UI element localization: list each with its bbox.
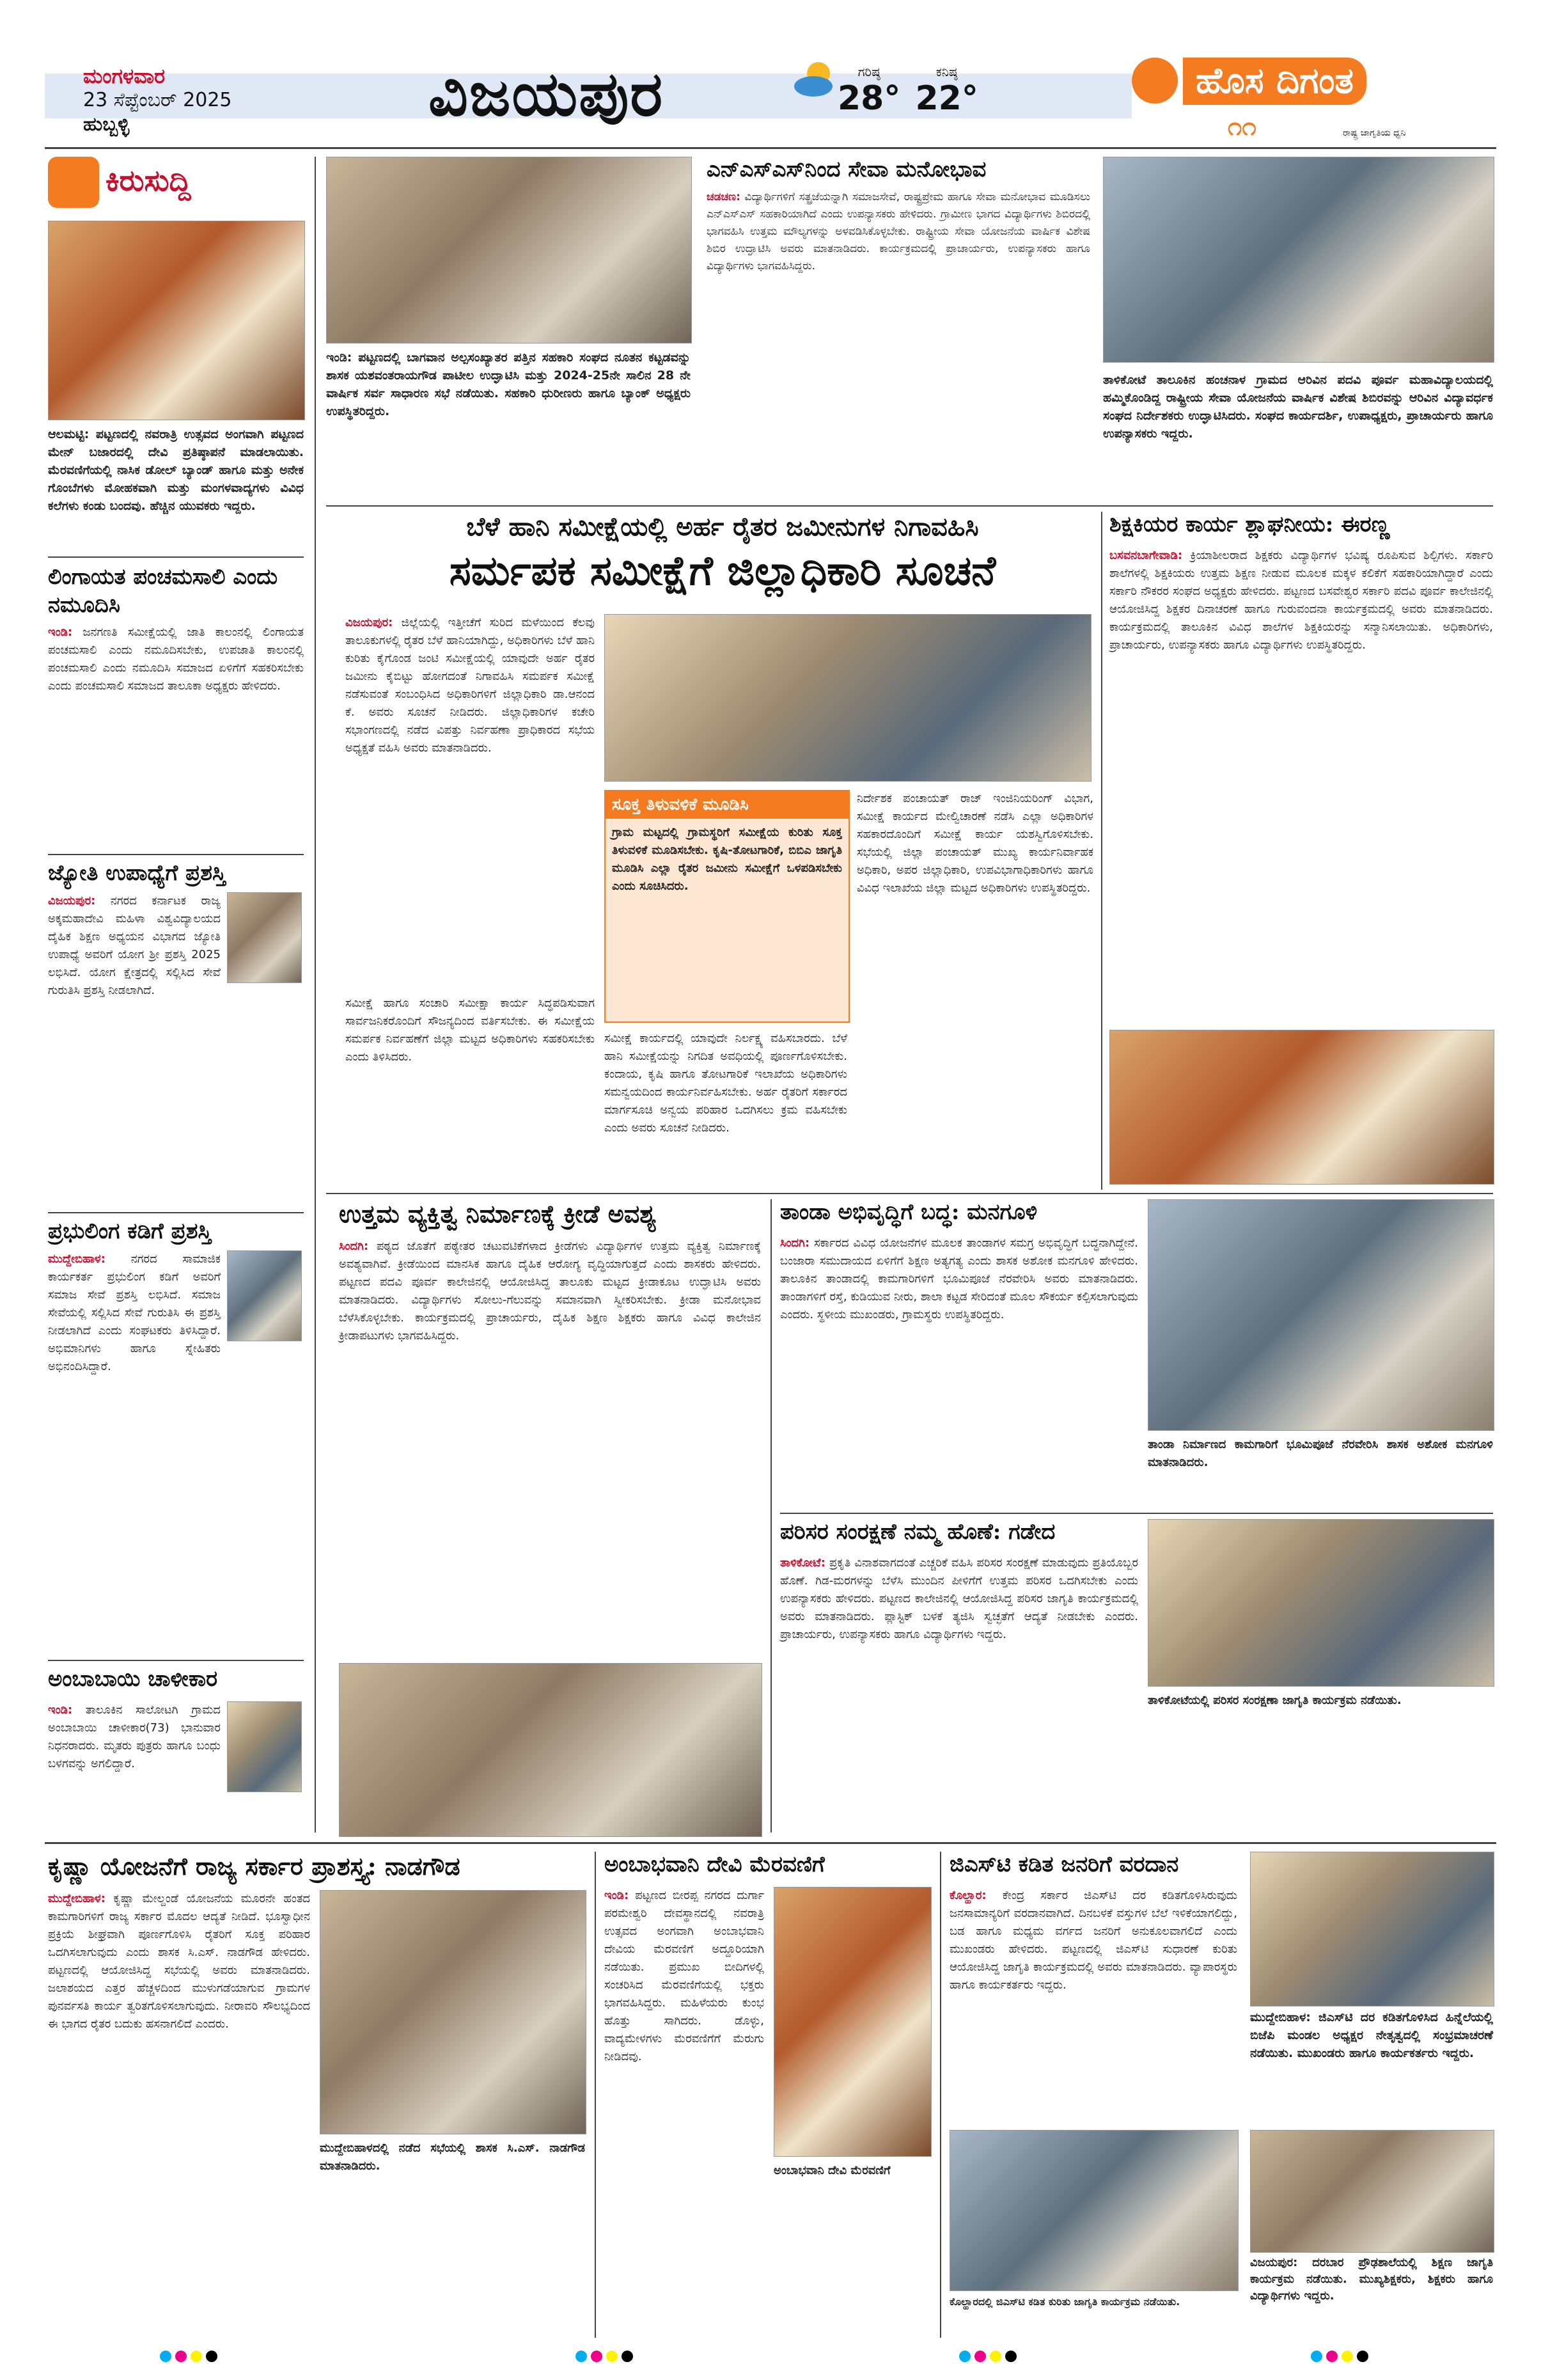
right-bottom-photo-2 — [1250, 2130, 1494, 2253]
tanda-photo — [1148, 1199, 1494, 1431]
ambabhavani-photo — [774, 1887, 932, 2157]
divider — [326, 1193, 1493, 1194]
headline-env: ಪರಿಸರ ಸಂರಕ್ಷಣೆ ನಮ್ಮ ಹೊಣೆ: ಗಡೇದ — [780, 1519, 1056, 1545]
portrait-photo — [227, 892, 302, 983]
date: 23 ಸೆಪ್ಟೆಂಬರ್ 2025 — [83, 89, 232, 111]
headline-prabhuling: ಪ್ರಭುಲಿಂಗ ಕಡಿಗೆ ಪ್ರಶಸ್ತಿ — [48, 1218, 212, 1244]
top-photo — [326, 157, 692, 343]
right-top-caption: ತಾಳಿಕೋಟೆ ತಾಲೂಕಿನ ಹಂಚನಾಳ ಗ್ರಾಮದ ಆರಿವಿನ ಪದವಿ ಪೂರ್ವ ಮಹಾವಿದ್ಯಾಲಯದಲ್ಲಿ ಹಮ್ಮಿಕೊಂಡಿದ್ದ ರಾಷ್ಟ್ರೀಯ ಸೇವಾ ಯೋಜನೆಯ ವಾರ್ಷಿಕ ವಿಶೇಷ ಶಿಬಿರವನ್ನು ಆರಿವಿನ ವಿದ್ಯಾವರ್ಧಕ ಸಂಘದ ನಿರ್ದೇಶಕರು ಉದ್ಘಾಟಿಸಿದರು. ಸಂಘದ ಕಾರ್ಯದರ್ಶಿ, ಉಪಾಧ್ಯಕ್ಷರು, ಪ್ರಾಚಾರ್ಯರು ಹಾಗೂ ಉಪನ್ಯಾಸಕರು ಇದ್ದರು. — [1103, 373, 1493, 441]
lead-kicker: ಬೆಳೆ ಹಾನಿ ಸಮೀಕ್ಷೆಯಲ್ಲಿ ಅರ್ಹ ರೈತರ ಜಮೀನುಗಳ ನಿಗಾವಹಿಸಿ — [466, 512, 979, 542]
story-text: ಕೇಂದ್ರ ಸರ್ಕಾರ ಜಿಎಸ್‌ಟಿ ದರ ಕಡಿತಗೊಳಿಸಿರುವುದು ಜನಸಾಮಾನ್ಯರಿಗೆ ವರದಾನವಾಗಿದೆ. ದಿನಬಳಕೆ ವಸ್ತುಗಳ ಬೆಲೆ ಇಳಿಕೆಯಾಗಲಿದ್ದು, ಬಡ ಹಾಗೂ ಮಧ್ಯಮ ವರ್ಗದ ಜನರಿಗೆ ಅನುಕೂಲವಾಗಲಿದೆ ಎಂದು ಮುಖಂಡರು ಹೇಳಿದರು. ಪಟ್ಟಣದಲ್ಲಿ ಜಿಎಸ್‌ಟಿ ಸುಧಾರಣೆ ಕುರಿತು ಆಯೋಜಿಸಿದ್ದ ಜಾಗೃತಿ ಕಾರ್ಯಕ್ರಮದಲ್ಲಿ ಅವರು ಮಾತನಾಡಿದರು. ವ್ಯಾಪಾರಸ್ಥರು ಹಾಗೂ ಕಾರ್ಯಕರ್ತರು ಇದ್ದರು. — [950, 1889, 1237, 1992]
registration-marks — [160, 2351, 221, 2365]
env-photo — [1148, 1519, 1494, 1687]
story-text: ನಗರದ ಸಾಮಾಜಿಕ ಕಾರ್ಯಕರ್ತ ಪ್ರಭುಲಿಂಗ ಕಡಿಗೆ ಅವರಿಗೆ ಸಮಾಜ ಸೇವೆ ಪ್ರಶಸ್ತಿ ಲಭಿಸಿದೆ. ಸಮಾಜ ಸೇವೆಯಲ್ಲಿ ಸಲ್ಲಿಸಿದ ಸೇವೆ ಗುರುತಿಸಿ ಈ ಪ್ರಶಸ್ತಿ ನೀಡಲಾಗಿದೆ ಎಂದು ಸಂಘಟಕರು ತಿಳಿಸಿದ್ದಾರೆ. ಅಭಿಮಾನಿಗಳು ಹಾಗೂ ಸ್ನೇಹಿತರು ಅಭಿನಂದಿಸಿದ್ದಾರೆ. — [48, 1252, 221, 1373]
krishna-caption: ಮುದ್ದೇಬಿಹಾಳದಲ್ಲಿ ನಡೆದ ಸಭೆಯಲ್ಲಿ ಶಾಸಕ ಸಿ.ಎಸ್. ನಾಡಗೌಡ ಮಾತನಾಡಿದರು. — [320, 2141, 585, 2173]
env-caption: ತಾಳಿಕೋಟೆಯಲ್ಲಿ ಪರಿಸರ ಸಂರಕ್ಷಣಾ ಜಾಗೃತಿ ಕಾರ್ಯಕ್ರಮ ನಡೆಯಿತು. — [1148, 1694, 1402, 1707]
story-text: ವಿದ್ಯಾರ್ಥಿಗಳಿಗೆ ಸತ್ಪ್ರಜೆಯನ್ನಾಗಿ ಸಮಾಜಸೇವೆ, ರಾಷ್ಟ್ರಪ್ರೇಮ ಹಾಗೂ ಸೇವಾ ಮನೋಭಾವ ಮೂಡಿಸಲು ಎನ್‌ಎಸ್‌ಎಸ್ ಸಹಕಾರಿಯಾಗಿದೆ ಎಂದು ಉಪನ್ಯಾಸಕರು ಹೇಳಿದರು. ಗ್ರಾಮೀಣ ಭಾಗದ ವಿದ್ಯಾರ್ಥಿಗಳು ಶಿಬಿರದಲ್ಲಿ ಭಾಗವಹಿಸಿ ಉತ್ತಮ ಮೌಲ್ಯಗಳನ್ನು ಅಳವಡಿಸಿಕೊಳ್ಳಬೇಕು. ರಾಷ್ಟ್ರೀಯ ಸೇವಾ ಯೋಜನೆಯ ವಾರ್ಷಿಕ ವಿಶೇಷ ಶಿಬಿರ ಉದ್ಘಾಟಿಸಿ ಅವರು ಮಾತನಾಡಿದರು. ಕಾರ್ಯಕ್ರಮದಲ್ಲಿ ಪ್ರಾಚಾರ್ಯರು, ಉಪನ್ಯಾಸಕರು ಹಾಗೂ ವಿದ್ಯಾರ್ಥಿಗಳು ಭಾಗವಹಿಸಿದ್ದರು. — [707, 191, 1090, 272]
divider — [48, 854, 304, 855]
min-label: ಕನಿಷ್ಠ — [935, 64, 958, 79]
headline-ambabhavani: ಅಂಬಾಭವಾನಿ ದೇವಿ ಮೆರವಣಿಗೆ — [604, 1852, 825, 1877]
dateline: ತಾಳಿಕೋಟೆ: — [780, 1556, 825, 1570]
dateline: ಬಸವನಬಾಗೇವಾಡಿ: — [1109, 549, 1183, 562]
story-krishna — [48, 1890, 310, 2033]
story-text: ಜಿಲ್ಲೆಯಲ್ಲಿ ಇತ್ತೀಚೆಗೆ ಸುರಿದ ಮಳೆಯಿಂದ ಕೆಲವು ತಾಲೂಕುಗಳಲ್ಲಿ ರೈತರ ಬೆಳೆ ಹಾನಿಯಾಗಿದ್ದು, ಅಧಿಕಾರಿಗಳು ಬೆಳೆ ಹಾನಿ ಕುರಿತು ಕೈಗೊಂಡ ಜಂಟಿ ಸಮೀಕ್ಷೆಯಲ್ಲಿ ಯಾವುದೇ ಅರ್ಹ ರೈತರ ಜಮೀನು ಕೈಬಿಟ್ಟು ಹೋಗದಂತೆ ನಿಗಾವಹಿಸಿ ಸಮರ್ಪಕ ಸಮೀಕ್ಷೆ ನಡೆಸುವಂತೆ ಸಂಬಂಧಿಸಿದ ಅಧಿಕಾರಿಗಳಿಗೆ ಜಿಲ್ಲಾಧಿಕಾರಿ ಡಾ.ಆನಂದ ಕೆ. ಅವರು ಸೂಚನೆ ನೀಡಿದರು. ಜಿಲ್ಲಾಧಿಕಾರಿಗಳ ಕಚೇರಿ ಸಭಾಂಗಣದಲ್ಲಿ ನಡೆದ ವಿಪತ್ತು ನಿರ್ವಹಣಾ ಪ್ರಾಧಿಕಾರದ ಸಭೆಯ ಅಧ್ಯಕ್ಷತೆ ವಹಿಸಿ ಅವರು ಮಾತನಾಡಿದರು. — [345, 616, 595, 755]
dateline: ಇಂಡಿ: — [604, 1889, 629, 1902]
ambabhavani-caption: ಅಂಬಾಭವಾನಿ ದೇವಿ ಮೆರವಣಿಗೆ — [774, 2164, 891, 2177]
max-temp: 28° — [838, 79, 901, 118]
divider — [48, 1212, 304, 1213]
temperature — [838, 64, 978, 118]
divider — [48, 556, 304, 558]
headline-sports: ಉತ್ತಮ ವ್ಯಕ್ತಿತ್ವ ನಿರ್ಮಾಣಕ್ಕೆ ಕ್ರೀಡೆ ಅವಶ್ಯ — [339, 1199, 657, 1228]
column-rule — [940, 1852, 941, 2338]
brand — [1132, 51, 1496, 147]
gst-photo — [950, 2130, 1239, 2291]
masthead-divider — [45, 147, 1496, 149]
lead-col-1b: ಸಮೀಕ್ಷೆ ಹಾಗೂ ಸಂಚಾರಿ ಸಮೀಕ್ಷಾ ಕಾರ್ಯ ಸಿದ್ಧಪಡಿಸುವಾಗ ಸಾರ್ವಜನಿಕರೊಂದಿಗೆ ಸೌಜನ್ಯದಿಂದ ವರ್ತಿಸಬೇಕು. ಈ ಸಮೀಕ್ಷೆಯ ಸಮರ್ಪಕ ನಿರ್ವಹಣೆಗೆ ಜಿಲ್ಲಾ ಮಟ್ಟದ ಅಧಿಕಾರಿಗಳು ಸಹಕರಿಸಬೇಕು ಎಂದು ತಿಳಿಸಿದರು. — [345, 997, 595, 1064]
dateline: ಸಿಂದಗಿ: — [339, 1240, 369, 1253]
divider — [48, 1660, 304, 1661]
brand-tagline: ರಾಷ್ಟ್ರ ಜಾಗೃತಿಯ ಧ್ವನಿ — [1343, 128, 1406, 138]
story-nss — [707, 189, 1090, 275]
headline-nss: ಎನ್‌ಎಸ್‌ಎಸ್‌ನಿಂದ ಸೇವಾ ಮನೋಭಾವ — [707, 157, 987, 182]
story-ambabhavani — [604, 1887, 764, 2066]
story-text: ಕೃಷ್ಣಾ ಮೇಲ್ದಂಡೆ ಯೋಜನೆಯ ಮೂರನೇ ಹಂತದ ಕಾಮಗಾರಿಗಳಿಗೆ ರಾಜ್ಯ ಸರ್ಕಾರ ಮೊದಲ ಆದ್ಯತೆ ನೀಡಿದೆ. ಭೂಸ್ವಾಧೀನ ಪ್ರಕ್ರಿಯೆ ಶೀಘ್ರವಾಗಿ ಪೂರ್ಣಗೊಳಿಸಿ ರೈತರಿಗೆ ಸೂಕ್ತ ಪರಿಹಾರ ಒದಗಿಸಲಾಗುವುದು ಎಂದು ಶಾಸಕ ಸಿ.ಎಸ್. ನಾಡಗೌಡ ಹೇಳಿದರು. ಪಟ್ಟಣದಲ್ಲಿ ಆಯೋಜಿಸಿದ್ದ ಸಭೆಯಲ್ಲಿ ಅವರು ಮಾತನಾಡಿದರು. ಜಲಾಶಯದ ಎತ್ತರ ಹೆಚ್ಚಳದಿಂದ ಮುಳುಗಡೆಯಾಗುವ ಗ್ರಾಮಗಳ ಪುನರ್ವಸತಿ ಕಾರ್ಯ ತ್ವರಿತಗೊಳಿಸಲಾಗುವುದು. ನೀರಾವರಿ ಸೌಲಭ್ಯದಿಂದ ಈ ಭಾಗದ ರೈತರ ಬದುಕು ಹಸನಾಗಲಿದೆ ಎಂದರು. — [48, 1892, 310, 2031]
story-gst — [950, 1887, 1237, 1994]
divider — [780, 1513, 1493, 1514]
story-text: ಜನಗಣತಿ ಸಮೀಕ್ಷೆಯಲ್ಲಿ ಜಾತಿ ಕಾಲಂನಲ್ಲಿ ಲಿಂಗಾಯತ ಪಂಚಮಸಾಲಿ ಎಂದು ನಮೂದಿಸಬೇಕು, ಉಪಜಾತಿ ಕಾಲಂನಲ್ಲಿ ಪಂಚಮಸಾಲಿ ಎಂದು ನಮೂದಿಸಿ ಸಮಾಜದ ಏಳಿಗೆಗೆ ಸಹಕರಿಸಬೇಕು ಎಂದು ಪಂಚಮಸಾಲಿ ಸಮಾಜದ ತಾಲೂಕಾ ಅಧ್ಯಕ್ಷರು ಹೇಳಿದರು. — [48, 626, 304, 693]
inset-title: ಸೂಕ್ತ ತಿಳುವಳಿಕೆ ಮೂಡಿಸಿ — [606, 791, 849, 819]
krishna-photo — [320, 1890, 586, 2134]
portrait-photo — [227, 1701, 302, 1792]
tanda-caption: ತಾಂಡಾ ನಿರ್ಮಾಣದ ಕಾಮಗಾರಿಗೆ ಭೂಮಿಪೂಜೆ ನೆರವೇರಿಸಿ ಶಾಸಕ ಅಶೋಕ ಮನಗೂಳಿ ಮಾತನಾಡಿದರು. — [1148, 1438, 1493, 1469]
story-text: ಪಟ್ಟಣದ ಬೀರಪ್ಪ ನಗರದ ದುರ್ಗಾ ಪರಮೇಶ್ವರಿ ದೇವಸ್ಥಾನದಲ್ಲಿ ನವರಾತ್ರಿ ಉತ್ಸವದ ಅಂಗವಾಗಿ ಅಂಬಾಭವಾನಿ ದೇವಿಯ ಮೆರವಣಿಗೆ ಅದ್ದೂರಿಯಾಗಿ ನಡೆಯಿತು. ಪ್ರಮುಖ ಬೀದಿಗಳಲ್ಲಿ ಸಂಚರಿಸಿದ ಮೆರವಣಿಗೆಯಲ್ಲಿ ಭಕ್ತರು ಭಾಗವಹಿಸಿದ್ದರು. ಮಹಿಳೆಯರು ಕುಂಭ ಹೊತ್ತು ಸಾಗಿದರು. ಡೊಳ್ಳು, ವಾದ್ಯಮೇಳಗಳು ಮೆರವಣಿಗೆಗೆ ಮೆರುಗು ನೀಡಿದವು. — [604, 1889, 764, 2063]
registration-marks — [575, 2351, 637, 2365]
kirusuddi-icon — [48, 157, 99, 208]
story-text: ಪ್ರಕೃತಿ ವಿನಾಶವಾಗದಂತೆ ಎಚ್ಚರಿಕೆ ವಹಿಸಿ ಪರಿಸರ ಸಂರಕ್ಷಣೆ ಮಾಡುವುದು ಪ್ರತಿಯೊಬ್ಬರ ಹೊಣೆ. ಗಿಡ-ಮರಗಳನ್ನು ಬೆಳೆಸಿ ಮುಂದಿನ ಪೀಳಿಗೆಗೆ ಉತ್ತಮ ಪರಿಸರ ಒದಗಿಸಬೇಕು ಎಂದು ಉಪನ್ಯಾಸಕರು ಹೇಳಿದರು. ಪಟ್ಟಣದ ಕಾಲೇಜಿನಲ್ಲಿ ಆಯೋಜಿಸಿದ್ದ ಪರಿಸರ ಜಾಗೃತಿ ಕಾರ್ಯಕ್ರಮದಲ್ಲಿ ಅವರು ಮಾತನಾಡಿದರು. ಪ್ಲಾಸ್ಟಿಕ್ ಬಳಕೆ ತ್ಯಜಿಸಿ ಸ್ವಚ್ಛತೆಗೆ ಆದ್ಯತೆ ನೀಡಬೇಕು ಎಂದರು. ಪ್ರಾಚಾರ್ಯರು, ಉಪನ್ಯಾಸಕರು ಹಾಗೂ ವಿದ್ಯಾರ್ಥಿಗಳು ಇದ್ದರು. — [780, 1556, 1138, 1641]
column-rule — [595, 1852, 596, 2338]
story-tanda — [780, 1234, 1138, 1324]
dateline: ಮುದ್ದೇಬಿಹಾಳ: — [48, 1252, 106, 1266]
teachers-photo — [1109, 1030, 1494, 1185]
masthead — [45, 51, 1496, 147]
headline-gst: ಜಿಎಸ್‌ಟಿ ಕಡಿತ ಜನರಿಗೆ ವರದಾನ — [950, 1852, 1179, 1877]
gst-caption: ಕೊಲ್ಹಾರದಲ್ಲಿ ಜಿಎಸ್‌ಟಿ ಕಡಿತ ಕುರಿತು ಜಾಗೃತಿ ಕಾರ್ಯಕ್ರಮ ನಡೆಯಿತು. — [950, 2296, 1180, 2308]
story-text: ಸರ್ಕಾರದ ವಿವಿಧ ಯೋಜನೆಗಳ ಮೂಲಕ ತಾಂಡಾಗಳ ಸಮಗ್ರ ಅಭಿವೃದ್ಧಿಗೆ ಬದ್ಧನಾಗಿದ್ದೇನೆ. ಬಂಜಾರಾ ಸಮುದಾಯದ ಏಳಿಗೆಗೆ ಶಿಕ್ಷಣ ಅತ್ಯಗತ್ಯ ಎಂದು ಶಾಸಕ ಅಶೋಕ ಮನಗೂಳಿ ಹೇಳಿದರು. ತಾಲೂಕಿನ ತಾಂಡಾದಲ್ಲಿ ಕಾಮಗಾರಿಗಳಿಗೆ ಭೂಮಿಪೂಜೆ ನೆರವೇರಿಸಿ ಅವರು ಮಾತನಾಡಿದರು. ತಾಂಡಾಗಳಿಗೆ ರಸ್ತೆ, ಕುಡಿಯುವ ನೀರು, ಶಾಲಾ ಕಟ್ಟಡ ಸೇರಿದಂತೆ ಮೂಲ ಸೌಕರ್ಯ ಕಲ್ಪಿಸಲಾಗುವುದು ಎಂದರು. ಸ್ಥಳೀಯ ಮುಖಂಡರು, ಗ್ರಾಮಸ್ಥರು ಉಪಸ್ಥಿತರಿದ್ದರು. — [780, 1236, 1138, 1321]
kirusuddi-caption: ಆಲಮಟ್ಟಿ: ಪಟ್ಟಣದಲ್ಲಿ ನವರಾತ್ರಿ ಉತ್ಸವದ ಅಂಗವಾಗಿ ಪಟ್ಟಣದ ಮೇನ್ ಬಜಾರದಲ್ಲಿ ದೇವಿ ಪ್ರತಿಷ್ಠಾಪನೆ ಮಾಡಲಾಯಿತು. ಮೆರವಣಿಗೆಯಲ್ಲಿ ನಾಸಿಕ ಡೋಲ್ ಬ್ಯಾಂಡ್ ಹಾಗೂ ಮತ್ತು ಅನೇಕ ಗೊಂಬೆಗಳು ಮೋಹಕವಾಗಿ ಮತ್ತು ಮಂಗಳವಾದ್ಯಗಳು ವಿವಿಧ ಕಲೆಗಳು ಕಂಡು ಬಂದವು. ಹೆಚ್ಚಿನ ಯುವಕರು ಇದ್ದರು. — [48, 427, 304, 513]
headline-lingayat: ಲಿಂಗಾಯತ ಪಂಚಮಸಾಲಿ ಎಂದು ನಮೂದಿಸಿ — [48, 564, 278, 618]
story-env — [780, 1554, 1138, 1644]
lead-col-1 — [345, 614, 595, 757]
lead-photo — [604, 614, 1091, 782]
dateline: ಸಿಂದಗಿ: — [780, 1236, 810, 1250]
masthead-dateblock — [83, 64, 232, 137]
headline-tanda: ತಾಂಡಾ ಅಭಿವೃದ್ಧಿಗೆ ಬದ್ಧ: ಮನಗೂಳಿ — [780, 1199, 1038, 1225]
column-rule — [315, 157, 316, 1832]
headline-obituary: ಅಂಬಾಬಾಯಿ ಚಾಳೀಕಾರ — [48, 1666, 218, 1692]
dateline: ಕೊಲ್ಹಾರ: — [950, 1889, 987, 1902]
column-rule — [1101, 512, 1102, 1190]
kirusuddi-photo — [48, 221, 305, 420]
right-bottom-caption-1: ಮುದ್ದೇಬಿಹಾಳ: ಜಿಎಸ್‌ಟಿ ದರ ಕಡಿತಗೊಳಿಸಿದ ಹಿನ್ನೆಲೆಯಲ್ಲಿ ಬಿಜೆಪಿ ಮಂಡಲ ಅಧ್ಯಕ್ಷರ ನೇತೃತ್ವದಲ್ಲಿ ಸಂಭ್ರಮಾಚರಣೆ ನಡೆಯಿತು. ಮುಖಂಡರು ಹಾಗೂ ಕಾರ್ಯಕರ್ತರು ಇದ್ದರು. — [1250, 2010, 1493, 2060]
story-sports — [339, 1238, 761, 1345]
headline-krishna: ಕೃಷ್ಣಾ ಯೋಜನೆಗೆ ರಾಜ್ಯ ಸರ್ಕಾರ ಪ್ರಾಶಸ್ತ್ಯ: ನಾಡಗೌಡ — [48, 1852, 460, 1880]
story-obituary — [48, 1701, 221, 1773]
edition: ಹುಬ್ಬಳ್ಳಿ — [83, 113, 130, 136]
divider — [45, 1842, 1496, 1844]
story-text: ಕ್ರಿಯಾಶೀಲರಾದ ಶಿಕ್ಷಕರು ವಿದ್ಯಾರ್ಥಿಗಳ ಭವಿಷ್ಯ ರೂಪಿಸುವ ಶಿಲ್ಪಿಗಳು. ಸರ್ಕಾರಿ ಶಾಲೆಗಳಲ್ಲಿ ಶಿಕ್ಷಕಿಯರು ಉತ್ತಮ ಶಿಕ್ಷಣ ನೀಡುವ ಮೂಲಕ ಮಕ್ಕಳ ಕಲಿಕೆಗೆ ಸಹಕಾರಿಯಾಗಿದ್ದಾರೆ ಎಂದು ಸರ್ಕಾರಿ ನೌಕರರ ಸಂಘದ ಅಧ್ಯಕ್ಷರು ಹೇಳಿದರು. ಪಟ್ಟಣದ ಬಸವೇಶ್ವರ ಸರ್ಕಾರಿ ಪದವಿ ಪೂರ್ವ ಕಾಲೇಜಿನಲ್ಲಿ ಆಯೋಜಿಸಿದ್ದ ಶಿಕ್ಷಕರ ದಿನಾಚರಣೆ ಹಾಗೂ ಗುರುವಂದನಾ ಕಾರ್ಯಕ್ರಮದಲ್ಲಿ ಅವರು ಮಾತನಾಡಿದರು. ಕಾರ್ಯಕ್ರಮದಲ್ಲಿ ತಾಲೂಕಿನ ವಿವಿಧ ಶಾಲೆಗಳ ಶಿಕ್ಷಕಿಯರನ್ನು ಸನ್ಮಾನಿಸಲಾಯಿತು. ಅಧಿಕಾರಿಗಳು, ಪ್ರಾಚಾರ್ಯರು, ಉಪನ್ಯಾಸಕರು ಹಾಗೂ ವಿದ್ಯಾರ್ಥಿಗಳು ಉಪಸ್ಥಿತರಿದ್ದರು. — [1109, 549, 1493, 652]
dateline: ಇಂಡಿ: — [48, 1703, 73, 1717]
brand-logo-icon — [1132, 58, 1178, 104]
divider — [326, 505, 1493, 507]
story-lingayat — [48, 624, 304, 695]
dateline: ವಿಜಯಪುರ: — [345, 616, 393, 629]
sports-photo — [339, 1663, 762, 1837]
story-text: ಪಠ್ಯದ ಜೊತೆಗೆ ಪಠ್ಯೇತರ ಚಟುವಟಿಕೆಗಳಾದ ಕ್ರೀಡೆಗಳು ವಿದ್ಯಾರ್ಥಿಗಳ ಉತ್ತಮ ವ್ಯಕ್ತಿತ್ವ ನಿರ್ಮಾಣಕ್ಕೆ ಅವಶ್ಯವಾಗಿವೆ. ಕ್ರೀಡೆಯಿಂದ ಮಾನಸಿಕ ಹಾಗೂ ದೈಹಿಕ ಆರೋಗ್ಯ ವೃದ್ಧಿಯಾಗುತ್ತದೆ ಎಂದು ಶಾಸಕರು ಹೇಳಿದರು. ಪಟ್ಟಣದ ಪದವಿ ಪೂರ್ವ ಕಾಲೇಜಿನಲ್ಲಿ ಆಯೋಜಿಸಿದ್ದ ತಾಲೂಕು ಮಟ್ಟದ ಕ್ರೀಡಾಕೂಟ ಉದ್ಘಾಟಿಸಿ ಅವರು ಮಾತನಾಡಿದರು. ವಿದ್ಯಾರ್ಥಿಗಳು ಸೋಲು-ಗೆಲುವನ್ನು ಸಮಾನವಾಗಿ ಸ್ವೀಕರಿಸಬೇಕು. ಕ್ರೀಡಾ ಮನೋಭಾವ ಬೆಳೆಸಿಕೊಳ್ಳಬೇಕು. ಕಾರ್ಯಕ್ರಮದಲ್ಲಿ ಪ್ರಾಚಾರ್ಯರು, ದೈಹಿಕ ಶಿಕ್ಷಣ ಶಿಕ್ಷಕರು ಹಾಗೂ ವಿವಿಧ ಕಾಲೇಜಿನ ಕ್ರೀಡಾಪಟುಗಳು ಭಾಗವಹಿಸಿದ್ದರು. — [339, 1240, 761, 1343]
weather-icon — [793, 58, 838, 102]
lead-inset — [604, 790, 850, 1023]
headline-teachers: ಶಿಕ್ಷಕಿಯರ ಕಾರ್ಯ ಶ್ಲಾಘನೀಯ: ಈರಣ್ಣ — [1109, 512, 1390, 537]
day: ಮಂಗಳವಾರ — [83, 64, 166, 88]
story-prabhuling — [48, 1250, 221, 1376]
page-number: ೧೧ — [1228, 112, 1256, 141]
dateline: ಚಡಚಣ: — [707, 191, 740, 203]
registration-marks — [959, 2351, 1021, 2365]
dateline: ಇಂಡಿ: — [48, 626, 73, 639]
inset-text: ಗ್ರಾಮ ಮಟ್ಟದಲ್ಲಿ ಗ್ರಾಮಸ್ಥರಿಗೆ ಸಮೀಕ್ಷೆಯ ಕುರಿತು ಸೂಕ್ತ ತಿಳುವಳಿಕೆ ಮೂಡಿಸಬೇಕು. ಕೃಷಿ-ತೋಟಗಾರಿಕೆ, ಬಿಬಿಎ ಜಾಗೃತಿ ಮೂಡಿಸಿ ಎಲ್ಲಾ ರೈತರ ಜಮೀನು ಸಮೀಕ್ಷೆಗೆ ಒಳಪಡಿಸಬೇಕು ಎಂದು ಸೂಚಿಸಿದರು. — [612, 826, 842, 893]
top-photo-caption: ಇಂಡಿ: ಪಟ್ಟಣದಲ್ಲಿ ಬಾಗವಾನ ಅಲ್ಪಸಂಖ್ಯಾತರ ಪತ್ತಿನ ಸಹಕಾರಿ ಸಂಘದ ನೂತನ ಕಟ್ಟಡವನ್ನು ಶಾಸಕ ಯಶವಂತರಾಯಗೌಡ ಪಾಟೀಲ ಉದ್ಘಾಟಿಸಿ ಮತ್ತು 2024-25ನೇ ಸಾಲಿನ 28 ನೇ ವಾರ್ಷಿಕ ಸರ್ವ ಸಾಧಾರಣ ಸಭೆ ನಡೆಯಿತು. ಸಹಕಾರಿ ಧುರೀಣರು ಹಾಗೂ ಬ್ಯಾಂಕ್ ಅಧ್ಯಕ್ಷರು ಉಪಸ್ಥಿತರಿದ್ದರು. — [326, 351, 691, 418]
kirusuddi-title: ಕಿರುಸುದ್ದಿ — [106, 163, 191, 198]
lead-col-2: ಸಮೀಕ್ಷೆ ಕಾರ್ಯದಲ್ಲಿ ಯಾವುದೇ ನಿರ್ಲಕ್ಷ್ಯ ವಹಿಸಬಾರದು. ಬೆಳೆ ಹಾನಿ ಸಮೀಕ್ಷೆಯನ್ನು ನಿಗದಿತ ಅವಧಿಯಲ್ಲಿ ಪೂರ್ಣಗೊಳಿಸಬೇಕು. ಕಂದಾಯ, ಕೃಷಿ ಹಾಗೂ ತೋಟಗಾರಿಕೆ ಇಲಾಖೆಯ ಅಧಿಕಾರಿಗಳು ಸಮನ್ವಯದಿಂದ ಕಾರ್ಯನಿರ್ವಹಿಸಬೇಕು. ಅರ್ಹ ರೈತರಿಗೆ ಸರ್ಕಾರದ ಮಾರ್ಗಸೂಚಿ ಅನ್ವಯ ಪರಿಹಾರ ಒದಗಿಸಲು ಕ್ರಮ ವಹಿಸಬೇಕು ಎಂದು ಅವರು ಸೂಚನೆ ನೀಡಿದರು. — [604, 1032, 847, 1135]
right-bottom-photo-1 — [1250, 1852, 1494, 2006]
story-jyoti — [48, 892, 221, 1000]
right-top-photo — [1103, 157, 1494, 363]
dateline: ವಿಜಯಪುರ: — [48, 894, 96, 908]
max-label: ಗರಿಷ್ಠ — [857, 64, 880, 79]
story-text: ತಾಲೂಕಿನ ಸಾಲೋಟಗಿ ಗ್ರಾಮದ ಅಂಬಾಬಾಯಿ ಚಾಳೀಕಾರ(73) ಭಾನುವಾರ ನಿಧನರಾದರು. ಮೃತರು ಪುತ್ರರು ಹಾಗೂ ಬಂಧು ಬಳಗವನ್ನು ಅಗಲಿದ್ದಾರೆ. — [48, 1703, 221, 1770]
min-temp: 22° — [915, 79, 978, 118]
registration-marks — [1311, 2351, 1372, 2365]
lead-headline: ಸರ್ಮಪಕ ಸಮೀಕ್ಷೆಗೆ ಜಿಲ್ಲಾಧಿಕಾರಿ ಸೂಚನೆ — [449, 547, 996, 595]
portrait-photo — [227, 1250, 302, 1341]
lead-col-3: ನಿರ್ದೇಶಕ ಪಂಚಾಯತ್ ರಾಜ್ ಇಂಜಿನಿಯರಿಂಗ್ ವಿಭಾಗ, ಸಮೀಕ್ಷೆ ಕಾರ್ಯದ ಮೇಲ್ವಿಚಾರಣೆ ನಡೆಸಿ ಎಲ್ಲಾ ಅಧಿಕಾರಿಗಳ ಸಹಕಾರದೊಂದಿಗೆ ಸಮೀಕ್ಷೆ ಕಾರ್ಯ ಯಶಸ್ವಿಗೊಳಿಸಬೇಕು. ಸಭೆಯಲ್ಲಿ ಜಿಲ್ಲಾ ಪಂಚಾಯತ್ ಮುಖ್ಯ ಕಾರ್ಯನಿರ್ವಾಹಕ ಅಧಿಕಾರಿ, ಅಪರ ಜಿಲ್ಲಾಧಿಕಾರಿ, ಉಪವಿಭಾಗಾಧಿಕಾರಿಗಳು ಹಾಗೂ ವಿವಿಧ ಇಲಾಖೆಯ ಜಿಲ್ಲಾ ಮಟ್ಟದ ಅಧಿಕಾರಿಗಳು ಉಪಸ್ಥಿತರಿದ್ದರು. — [857, 792, 1093, 895]
story-teachers — [1109, 547, 1493, 654]
brand-name: ಹೊಸ ದಿಗಂತ — [1183, 58, 1366, 105]
column-rule — [770, 1199, 772, 1832]
dateline: ಮುದ್ದೇಬಿಹಾಳ: — [48, 1892, 106, 1905]
headline-jyoti: ಜ್ಯೋತಿ ಉಪಾಧ್ಯೆಗೆ ಪ್ರಶಸ್ತಿ — [48, 860, 226, 886]
page-title: ವಿಜಯಪುರ — [428, 58, 664, 130]
story-text: ನಗರದ ಕರ್ನಾಟಕ ರಾಜ್ಯ ಅಕ್ಕಮಹಾದೇವಿ ಮಹಿಳಾ ವಿಶ್ವವಿದ್ಯಾಲಯದ ದೈಹಿಕ ಶಿಕ್ಷಣ ಅಧ್ಯಯನ ವಿಭಾಗದ ಜ್ಯೋತಿ ಉಪಾಧ್ಯೆ ಅವರಿಗೆ ಯೋಗ ಶ್ರೀ ಪ್ರಶಸ್ತಿ 2025 ಲಭಿಸಿದೆ. ಯೋಗ ಕ್ಷೇತ್ರದಲ್ಲಿ ಸಲ್ಲಿಸಿದ ಸೇವೆ ಗುರುತಿಸಿ ಪ್ರಶಸ್ತಿ ನೀಡಲಾಗಿದೆ. — [48, 894, 221, 997]
right-bottom-caption-2: ವಿಜಯಪುರ: ದರಬಾರ ಪ್ರೌಢಶಾಲೆಯಲ್ಲಿ ಶಿಕ್ಷಣ ಜಾಗೃತಿ ಕಾರ್ಯಕ್ರಮ ನಡೆಯಿತು. ಮುಖ್ಯಶಿಕ್ಷಕರು, ಶಿಕ್ಷಕರು ಹಾಗೂ ವಿದ್ಯಾರ್ಥಿಗಳು ಇದ್ದರು. — [1250, 2256, 1493, 2303]
